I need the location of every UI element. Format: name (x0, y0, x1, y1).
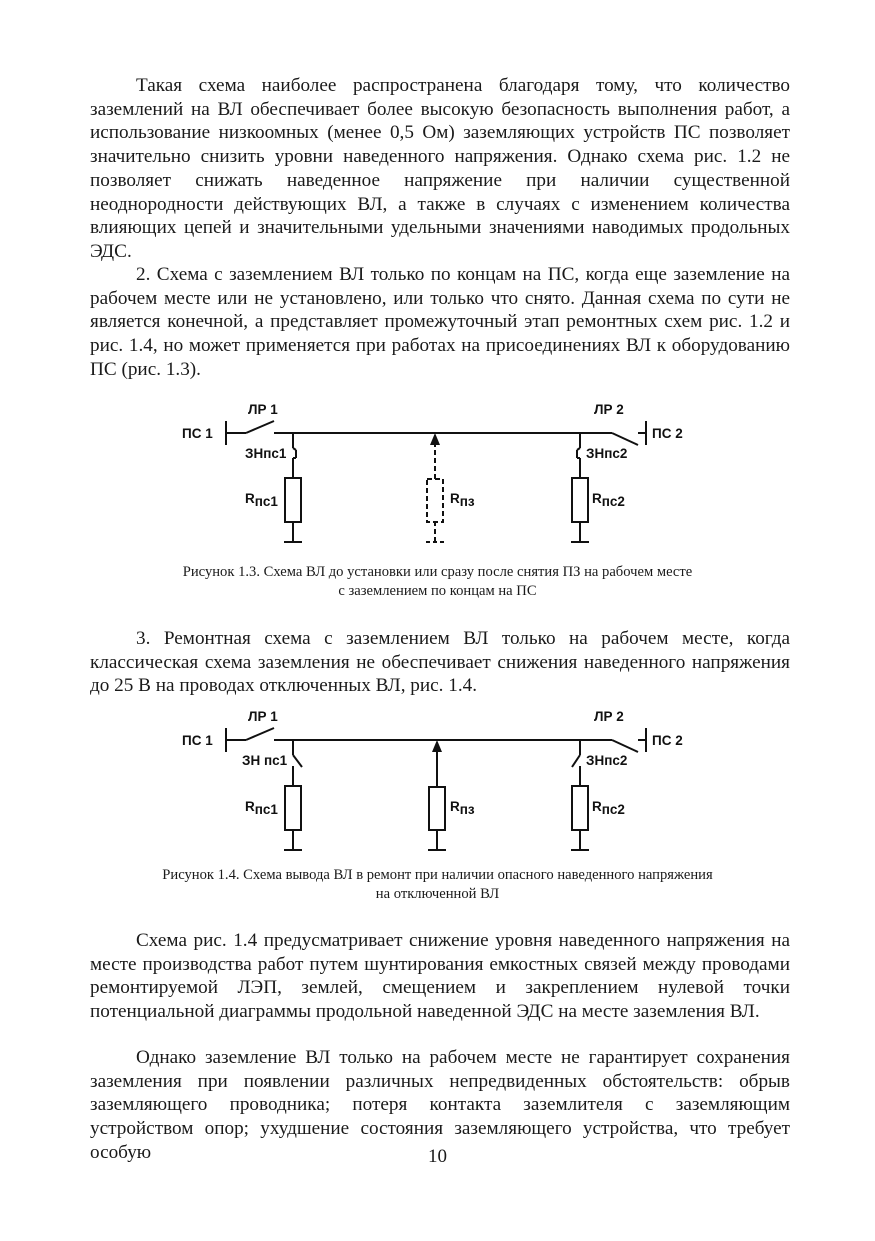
label-r: R (450, 491, 460, 506)
label-r: R (245, 799, 255, 814)
arrow-up-icon (432, 740, 442, 752)
svg-text:Rпс2 (592, 799, 625, 817)
resistor-pz (429, 787, 445, 830)
label-zn-ps1: ЗНпс1 (245, 446, 287, 461)
caption-line-1: Рисунок 1.4. Схема вывода ВЛ в ремонт при наличии опасного наведенного напряжения (162, 867, 713, 883)
label-ps2: ПС 2 (652, 426, 683, 441)
arrow-up-icon (430, 433, 440, 445)
figure-1-3-caption (90, 563, 785, 601)
label-lr1: ЛР 1 (248, 402, 278, 417)
svg-text:Rпз (450, 491, 475, 509)
label-r-sub-pz: пз (459, 494, 475, 509)
lr2-switch (612, 740, 638, 752)
resistor-ps2 (572, 786, 588, 830)
paragraph-2: 2. Схема с заземлением ВЛ только по концам на ПС, когда еще заземление на рабочем месте или не установлено, или только что снято. Данная схема по сути не является конечной, а представляет промежуточный этап ремонтных схем рис. 1.2 и рис. 1.4, но может применяется при работах на присоединениях ВЛ к оборудованию ПС (рис. 1.3). (90, 264, 790, 380)
label-r-sub-ps2: пс2 (601, 494, 625, 509)
label-zn-ps2: ЗНпс2 (586, 753, 628, 768)
paragraph-5: Однако заземление ВЛ только на рабочем месте не гарантирует сохранения заземления при появлении различных непредвиденных обстоятельств: обрыв заземляющего проводника; потеря контакта заземлителя с заземляющим устройством опор; ухудшение состояния заземляющего устройства, что требует особую (90, 1047, 790, 1163)
caption-line-2: с заземлением по концам на ПС (338, 583, 537, 599)
zn-ps1-switch (293, 755, 302, 767)
svg-text:ПС 2 (652, 426, 683, 441)
label-r: R (592, 491, 602, 506)
label-lr2: ЛР 2 (594, 709, 624, 724)
figure-1-4-circuit-diagram (160, 700, 720, 860)
svg-text:ЛР 1 (248, 402, 278, 417)
svg-text:ПС 1 (182, 426, 213, 441)
label-ps1: ПС 1 (182, 426, 213, 441)
lr1-switch (246, 421, 274, 433)
svg-text:ЗНпс2 (586, 446, 627, 461)
paragraph-4: Схема рис. 1.4 предусматривает снижение уровня наведенного напряжения на месте производства работ путем шунтирования емкостных связей между проводами ремонтируемой ЛЭП, землей, смещением и закреплением нулевой точки потенциальной диаграммы продольной наведенной ЭДС на месте заземления ВЛ. (90, 930, 790, 1023)
page-number: 10 (428, 1146, 447, 1167)
figure-1-4-caption (90, 866, 785, 904)
paragraph-3: 3. Ремонтная схема с заземлением ВЛ только на рабочем месте, когда классическая схема заземления не обеспечивает снижения наведенного напряжения до 25 В на проводах отключенных ВЛ, рис. 1.4. (90, 628, 790, 697)
label-r-sub-ps1: пс1 (254, 494, 278, 509)
label-ps1: ПС 1 (182, 733, 213, 748)
figure-1-3-circuit-diagram (160, 392, 720, 552)
zn-ps2-switch (572, 755, 580, 767)
resistor-ps1 (285, 478, 301, 522)
svg-text:Rпс2 (592, 491, 625, 509)
label-r-sub-ps1: пс1 (254, 802, 278, 817)
label-r-sub-pz: пз (459, 802, 475, 817)
svg-text:ЛР 2 (594, 402, 624, 417)
svg-text:ЛР 1 (248, 709, 278, 724)
svg-text:Rпз (450, 799, 475, 817)
resistor-ps1 (285, 786, 301, 830)
label-ps2: ПС 2 (652, 733, 683, 748)
svg-text:ЗНпс1 (245, 446, 287, 461)
resistor-pz-dashed (427, 479, 443, 522)
svg-text:Rпс1 (245, 491, 278, 509)
label-zn-ps1: ЗН пс1 (242, 753, 288, 768)
svg-text:Rпс1 (245, 799, 278, 817)
label-r: R (450, 799, 460, 814)
label-lr1: ЛР 1 (248, 709, 278, 724)
svg-text:ЗНпс2 (586, 753, 627, 768)
paragraph-1: Такая схема наиболее распространена благодаря тому, что количество заземлений на ВЛ обеспечивает более высокую безопасность выполнения работ, а использование низкоомных (менее 0,5 Ом) заземляющих устройств ПС позволяет значительно снизить уровни наведенного напряжения. Однако схема рис. 1.2 не позволяет снижать наведенное напряжение при наличии существенной неоднородности действующих ВЛ, а также в случаях с изменением количества влияющих цепей и значительными удельными значениями наводимых продольных ЭДС. (90, 75, 790, 262)
label-r: R (592, 799, 602, 814)
caption-line-1: Рисунок 1.3. Схема ВЛ до установки или сразу после снятия ПЗ на рабочем месте (182, 564, 693, 580)
resistor-ps2 (572, 478, 588, 522)
caption-line-2: на отключенной ВЛ (375, 886, 500, 902)
svg-text:ПС 2 (652, 733, 683, 748)
svg-text:ЛР 2 (594, 709, 624, 724)
label-zn-ps2: ЗНпс2 (586, 446, 628, 461)
lr1-switch (246, 728, 274, 740)
svg-text:ПС 1 (182, 733, 213, 748)
svg-text:ЗН пс1 (242, 753, 288, 768)
label-lr2: ЛР 2 (594, 402, 624, 417)
label-r: R (245, 491, 255, 506)
lr2-switch (612, 433, 638, 445)
label-r-sub-ps2: пс2 (601, 802, 625, 817)
